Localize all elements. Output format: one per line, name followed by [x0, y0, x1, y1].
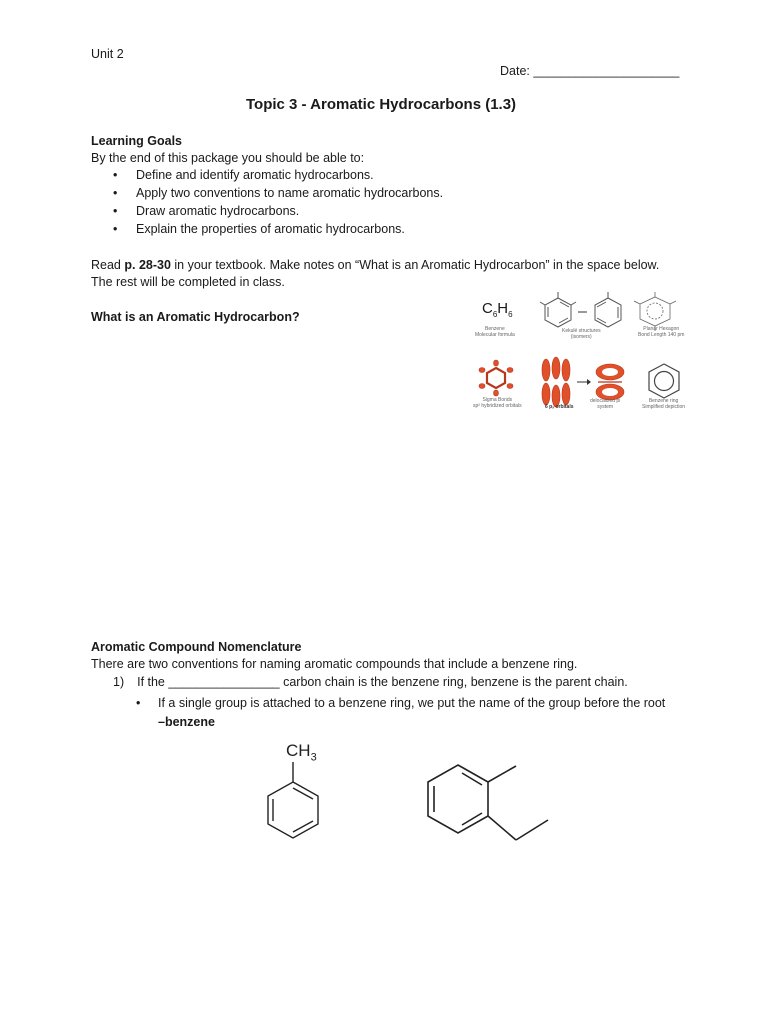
- caption-p-orbitals: 6 pₓ orbitals: [545, 404, 574, 410]
- learning-goals-intro: By the end of this package you should be able to:: [91, 151, 365, 165]
- rule-bullet-line2: –benzene: [158, 715, 215, 729]
- rule-blank: ________________: [168, 675, 280, 689]
- reading-instruction: [91, 258, 659, 272]
- ethylmethylbenzene-structure-icon: [418, 760, 558, 850]
- p-orbitals-icon: [538, 356, 574, 408]
- nomenclature-heading: Aromatic Compound Nomenclature: [91, 640, 302, 654]
- ch3-label: $CH_3$: [286, 741, 317, 764]
- learning-goals-heading: Learning Goals: [91, 134, 182, 148]
- question-heading: What is an Aromatic Hydrocarbon?: [91, 310, 300, 324]
- rule-bullet-line1: If a single group is attached to a benzene ring, we put the name of the group before the root: [158, 696, 666, 710]
- date-label: [500, 64, 679, 78]
- benzene-ring-icon: [646, 362, 682, 400]
- benzene-figure: [470, 288, 692, 413]
- arrow-icon: [577, 378, 591, 386]
- toluene-structure-icon: [261, 760, 325, 856]
- caption-kekule: Kekulé structures (isomers): [562, 328, 601, 340]
- caption-planar: Planar Hexagon Bond Length 140 pm: [638, 326, 685, 338]
- rule-prefix: If the: [137, 675, 169, 689]
- unit-label: Unit 2: [91, 47, 124, 61]
- caption-benzene-ring: Benzene ring Simplified depiction: [642, 398, 686, 410]
- sigma-bonds-icon: [478, 360, 514, 396]
- rule-suffix: carbon chain is the benzene ring, benzene is the parent chain.: [279, 675, 628, 689]
- rule-1: [113, 675, 628, 689]
- caption-delocalized: delocalized pi system: [590, 398, 621, 410]
- reading-prefix: Read: [91, 258, 125, 272]
- benzene-formula: $C_6H_6$: [482, 300, 513, 319]
- rule-number: 1): [113, 675, 125, 689]
- nomenclature-intro: There are two conventions for naming aromatic compounds that include a benzene ring.: [91, 657, 578, 671]
- caption-benzene-formula: Benzene Molecular formula: [475, 326, 515, 338]
- caption-sigma: Sigma Bonds sp² hybridized orbitals: [473, 397, 522, 409]
- reading-pages: p. 28-30: [124, 258, 171, 272]
- rule-bullet-marker: •: [136, 696, 141, 710]
- reading-line2: The rest will be completed in class.: [91, 275, 285, 289]
- page-title: Topic 3 - Aromatic Hydrocarbons (1.3): [246, 96, 517, 113]
- date-blank: _____________________: [533, 64, 680, 78]
- reading-suffix: in your textbook. Make notes on “What is an Aromatic Hydrocarbon” in the space below.: [170, 258, 660, 272]
- delocalized-pi-icon: [594, 362, 626, 402]
- date-label-text: Date:: [500, 64, 530, 78]
